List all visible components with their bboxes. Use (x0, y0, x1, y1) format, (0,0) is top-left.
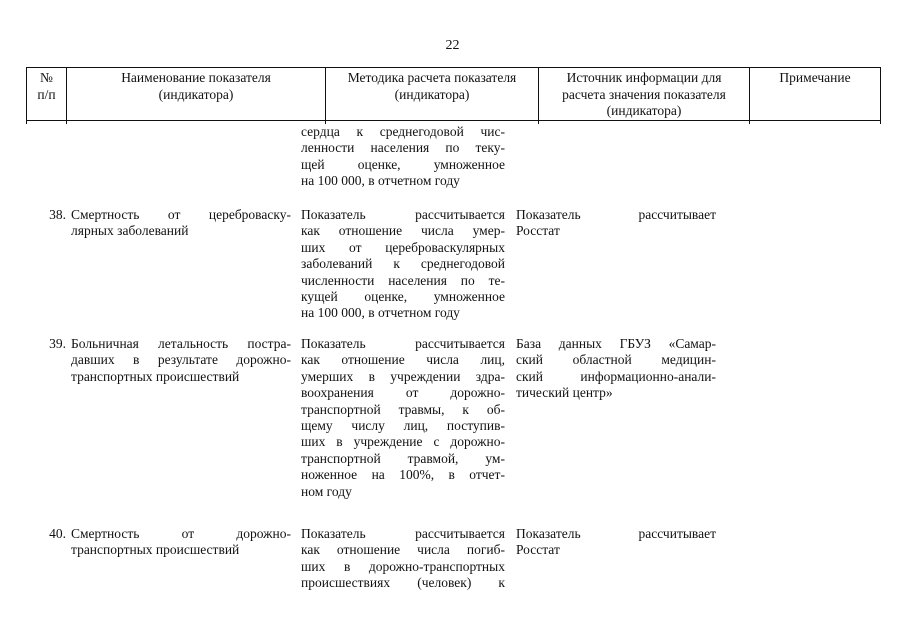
text-line: Росстат (516, 542, 560, 558)
text-line: Росстат (516, 223, 560, 239)
header-number-line1: № (40, 70, 53, 85)
row-indicator-name (71, 336, 291, 385)
text-line: как отношение числа погиб- (301, 542, 505, 558)
text-line: транспортной травмы, к об- (301, 401, 505, 417)
column-divider (538, 120, 539, 124)
row-number: 39. (49, 336, 66, 351)
row-method (301, 207, 505, 322)
row-indicator-name (71, 207, 291, 240)
text-line: щему числу лиц, поступив- (301, 418, 505, 434)
text-line: Показатель рассчитывается (301, 207, 505, 222)
row-source (516, 526, 716, 559)
column-divider (880, 120, 881, 124)
header-number (27, 68, 67, 120)
text-line: тический центр» (516, 385, 613, 401)
header-note (750, 68, 880, 120)
header-indicator-name (67, 68, 326, 120)
text-line: заболеваний к среднегодовой (301, 256, 505, 272)
text-line: ленности населения по теку- (301, 140, 505, 156)
row-number: 38. (49, 207, 66, 222)
row-method (301, 526, 505, 592)
text-line: лярных заболеваний (71, 223, 189, 239)
header-method-line2: (индикатора) (394, 86, 470, 102)
text-line: давших в результате дорожно- (71, 352, 291, 368)
text-line: щей оценке, умноженное (301, 156, 505, 172)
text-line: как отношение числа лиц, (301, 352, 505, 368)
column-divider (66, 120, 67, 124)
column-divider (749, 120, 750, 124)
text-line: Больничная летальность постра- (71, 336, 291, 351)
text-line: на 100 000, в отчетном году (301, 305, 460, 321)
text-line: как отношение числа умер- (301, 223, 505, 239)
row-source (516, 207, 716, 240)
page-number: 22 (445, 38, 460, 53)
header-method (326, 68, 539, 120)
header-method-line1: Методика расчета показателя (347, 70, 517, 85)
text-line: транспортных происшествий (71, 542, 240, 558)
header-indicator-name-line2: (индикатора) (158, 86, 234, 102)
text-line: Показатель рассчитывает (516, 526, 716, 541)
table-header (26, 67, 881, 121)
text-line: транспортных происшествий (71, 368, 240, 384)
text-line: умерших в учреждении здра- (301, 368, 505, 384)
text-line: ном году (301, 483, 352, 499)
text-line: Смертность от дорожно- (71, 526, 291, 541)
header-note-line1: Примечание (779, 70, 851, 85)
header-number-line2: п/п (37, 86, 56, 102)
text-line: Показатель рассчитывается (301, 526, 505, 541)
row-method (301, 336, 505, 500)
text-line: происшествиях (человек) к (301, 575, 505, 591)
header-indicator-name-line1: Наименование показателя (121, 70, 271, 85)
text-line: численности населения по те- (301, 272, 505, 288)
column-divider (26, 120, 27, 124)
continuation-method (301, 124, 505, 190)
text-line: ский информационно-анали- (516, 368, 716, 384)
text-line: ноженное на 100%, в отчет- (301, 467, 505, 483)
row-indicator-name (71, 526, 291, 559)
text-line: Смертность от цереброваску- (71, 207, 291, 222)
header-source-line1: Источник информации для (566, 70, 722, 85)
text-line: воохранения от дорожно- (301, 385, 505, 401)
text-line: База данных ГБУЗ «Самар- (516, 336, 716, 351)
row-source (516, 336, 716, 402)
text-line: ших от цереброваскулярных (301, 239, 505, 255)
text-line: ших в дорожно-транспортных (301, 558, 505, 574)
header-source-line2: расчета значения показателя (562, 86, 726, 102)
text-line: Показатель рассчитывается (301, 336, 505, 351)
text-line: сердца к среднегодовой чис- (301, 124, 505, 139)
text-line: транспортной травмой, ум- (301, 450, 505, 466)
text-line: ших в учреждение с дорожно- (301, 434, 505, 450)
text-line: кущей оценке, умноженное (301, 289, 505, 305)
text-line: на 100 000, в отчетном году (301, 173, 460, 189)
text-line: Показатель рассчитывает (516, 207, 716, 222)
text-line: ский областной медицин- (516, 352, 716, 368)
header-source (539, 68, 750, 120)
row-number: 40. (49, 526, 66, 541)
header-source-line3: (индикатора) (606, 103, 682, 118)
